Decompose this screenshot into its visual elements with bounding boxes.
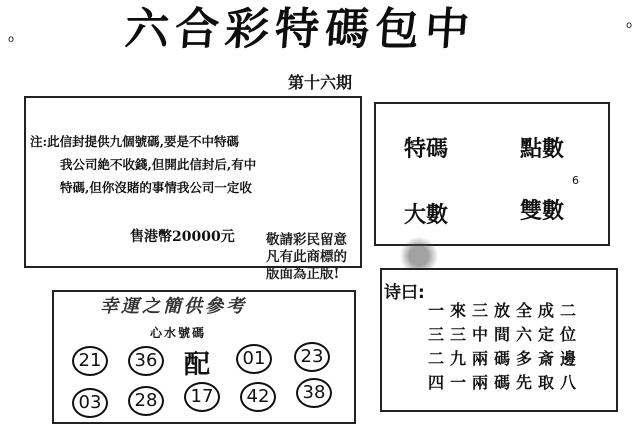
notice-text xyxy=(30,130,360,199)
number-ball: 17 xyxy=(184,382,220,412)
code-special: 特碼 xyxy=(404,137,449,162)
authenticity-note xyxy=(266,232,386,283)
poem-line: 四一兩碼先取八 xyxy=(428,373,583,392)
poem-line: 三三中間六定位 xyxy=(428,325,583,344)
code-mark: 6 xyxy=(572,174,579,187)
corner-mark-right: o xyxy=(626,20,633,31)
lucky-subtitle: 心水號碼 xyxy=(150,326,207,340)
note-line-2: 凡有此商標的 xyxy=(266,249,347,265)
poem-line: 一來三放全成二 xyxy=(428,301,583,320)
price-label: 售港幣20000元 xyxy=(130,229,235,245)
issue-period: 第十六期 xyxy=(287,73,352,92)
notice-line-3: 特碼,但你沒賭的事情我公司一定收 xyxy=(60,180,252,195)
number-ball: 01 xyxy=(236,344,272,374)
center-character: 配 xyxy=(184,350,211,380)
lucky-title: 幸運之簡供參考 xyxy=(100,296,247,317)
number-ball: 03 xyxy=(72,388,108,418)
number-ball: 42 xyxy=(240,382,276,412)
code-even: 雙數 xyxy=(520,199,565,224)
note-line-3: 版面為正版! xyxy=(266,266,340,282)
notice-line-2: 我公司絶不收錢,但開此信封后,有中 xyxy=(60,157,257,172)
number-ball: 36 xyxy=(128,346,164,376)
number-ball: 23 xyxy=(294,342,330,372)
number-ball: 21 xyxy=(72,346,108,376)
code-big: 大數 xyxy=(404,203,449,228)
poem-heading: 诗曰: xyxy=(384,283,425,303)
note-line-1: 敬請彩民留意 xyxy=(266,232,347,248)
number-ball: 28 xyxy=(128,386,164,416)
number-ball: 38 xyxy=(296,378,332,408)
poem-line: 二九兩碼多斎邊 xyxy=(428,349,583,368)
corner-mark-left: o xyxy=(8,34,15,45)
notice-line-1: 注:此信封提供九個號碼,要是不中特碼 xyxy=(30,134,239,149)
code-points: 點數 xyxy=(520,137,565,162)
page-title: 六合彩特碼包中 xyxy=(123,4,477,55)
